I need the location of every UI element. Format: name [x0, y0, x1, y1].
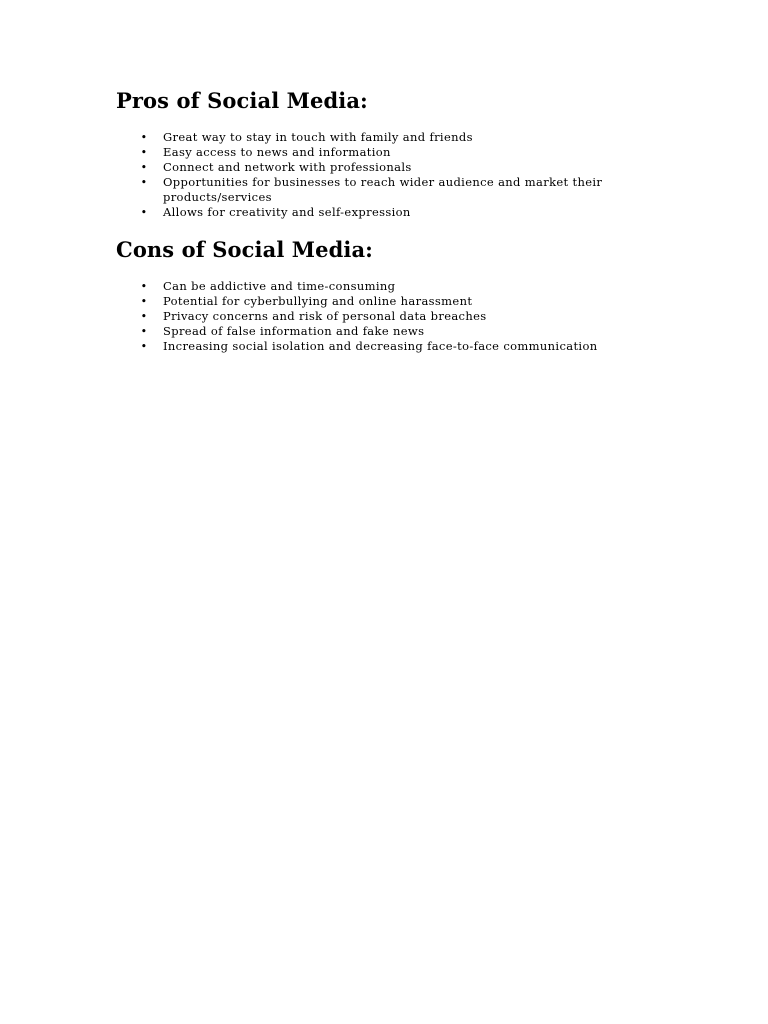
pros-list-item — [116, 130, 623, 145]
cons-section — [116, 235, 716, 354]
pros-item-text: Connect and network with professionals — [163, 160, 412, 174]
pros-list-item — [116, 205, 623, 220]
cons-list-item — [116, 309, 623, 324]
cons-list-item — [116, 339, 623, 354]
bullet-icon: • — [140, 161, 148, 174]
bullet-icon: • — [140, 176, 148, 189]
bullet-icon: • — [140, 340, 148, 353]
cons-list — [116, 279, 716, 354]
bullet-icon: • — [140, 325, 148, 338]
cons-item-text: Privacy concerns and risk of personal data breaches — [163, 309, 487, 323]
cons-heading: Cons of Social Media: — [116, 237, 374, 262]
cons-item-text: Potential for cyberbullying and online harassment — [163, 294, 473, 308]
pros-item-text: Easy access to news and information — [163, 145, 391, 159]
cons-item-text: Increasing social isolation and decreasing face-to-face communication — [163, 339, 598, 353]
bullet-icon: • — [140, 280, 148, 293]
pros-list-item — [116, 160, 623, 175]
pros-list-item — [116, 145, 623, 160]
cons-list-item — [116, 324, 623, 339]
pros-item-text: Great way to stay in touch with family and friends — [163, 130, 473, 144]
bullet-icon: • — [140, 295, 148, 308]
cons-list-item — [116, 279, 623, 294]
cons-item-text: Can be addictive and time-consuming — [163, 279, 396, 293]
pros-item-text: Opportunities for businesses to reach wider audience and market their products/services — [163, 175, 603, 204]
pros-list — [116, 130, 716, 220]
pros-heading: Pros of Social Media: — [116, 88, 368, 113]
pros-section — [116, 86, 716, 220]
pros-item-text: Allows for creativity and self-expression — [163, 205, 411, 219]
bullet-icon: • — [140, 131, 148, 144]
cons-list-item — [116, 294, 623, 309]
cons-item-text: Spread of false information and fake news — [163, 324, 425, 338]
pros-list-item — [116, 175, 623, 205]
bullet-icon: • — [140, 206, 148, 219]
bullet-icon: • — [140, 146, 148, 159]
bullet-icon: • — [140, 310, 148, 323]
